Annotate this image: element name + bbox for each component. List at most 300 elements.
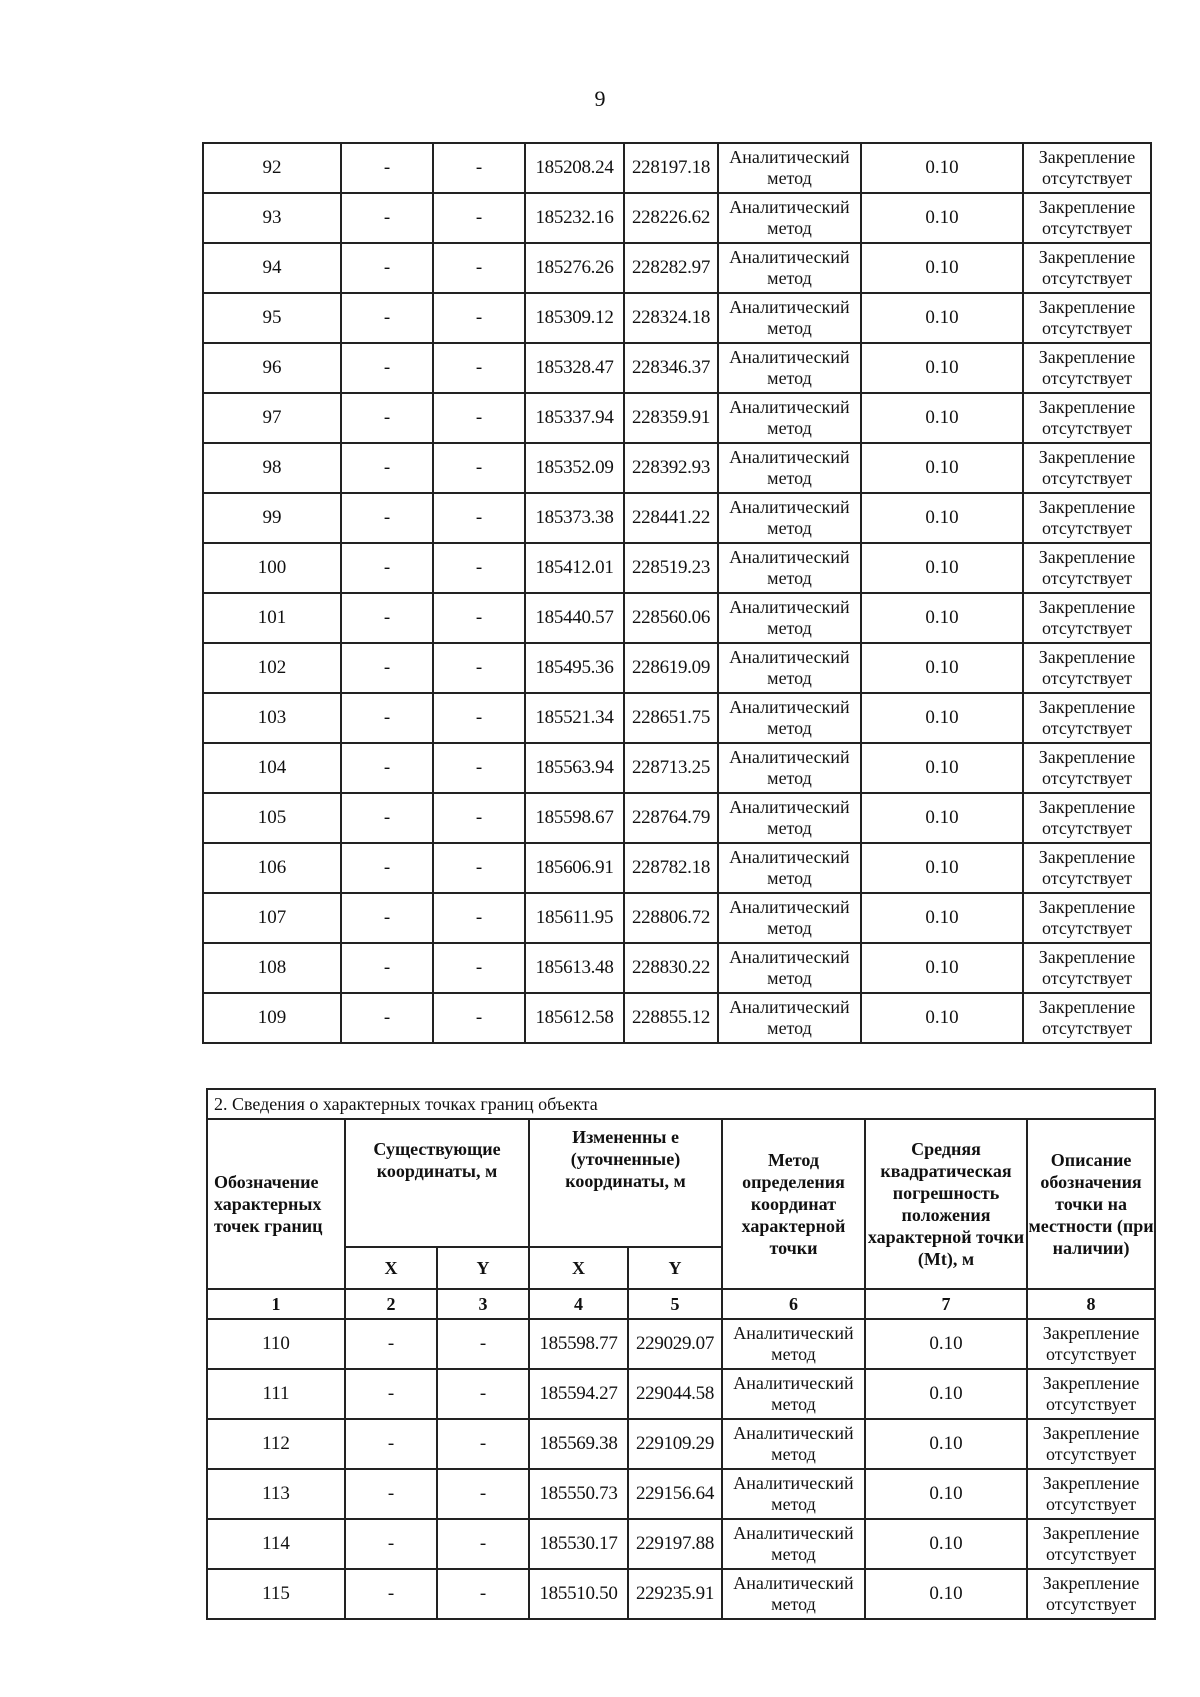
table-row bbox=[203, 793, 1151, 843]
method-cell bbox=[722, 1369, 865, 1419]
description-line: Закрепление bbox=[1038, 447, 1136, 467]
mean-error: 0.10 bbox=[861, 743, 1023, 793]
header-description: Описание обозначения точки на местности (при наличии) bbox=[1027, 1119, 1155, 1289]
method-line: метод bbox=[767, 468, 812, 488]
point-id: 94 bbox=[203, 243, 341, 293]
mean-error: 0.10 bbox=[861, 243, 1023, 293]
changed-x: 185352.09 bbox=[525, 443, 624, 493]
description-line: отсутствует bbox=[1046, 1394, 1137, 1414]
column-number: 6 bbox=[722, 1289, 865, 1319]
existing-y: - bbox=[433, 243, 525, 293]
method-line: метод bbox=[771, 1344, 816, 1364]
description-line: Закрепление bbox=[1038, 347, 1136, 367]
mean-error: 0.10 bbox=[861, 793, 1023, 843]
point-id: 115 bbox=[207, 1569, 345, 1619]
existing-y: - bbox=[437, 1519, 529, 1569]
method-cell bbox=[718, 943, 861, 993]
point-id: 110 bbox=[207, 1319, 345, 1369]
description-cell bbox=[1023, 243, 1151, 293]
description-line: Закрепление bbox=[1038, 497, 1136, 517]
point-id: 93 bbox=[203, 193, 341, 243]
changed-y: 228324.18 bbox=[624, 293, 718, 343]
table-row bbox=[203, 743, 1151, 793]
method-cell bbox=[718, 193, 861, 243]
method-cell bbox=[718, 893, 861, 943]
method-line: метод bbox=[767, 268, 812, 288]
description-line: отсутствует bbox=[1041, 718, 1133, 738]
existing-x: - bbox=[341, 193, 433, 243]
changed-y: 228855.12 bbox=[624, 993, 718, 1043]
changed-y: 229235.91 bbox=[628, 1569, 722, 1619]
existing-y: - bbox=[433, 543, 525, 593]
method-line: Аналитический bbox=[733, 1473, 854, 1493]
page-number: 9 bbox=[594, 86, 606, 111]
table-row bbox=[207, 1419, 1155, 1469]
method-line: Аналитический bbox=[729, 997, 850, 1017]
method-line: Аналитический bbox=[733, 1373, 854, 1393]
existing-y: - bbox=[433, 943, 525, 993]
description-line: отсутствует bbox=[1046, 1544, 1137, 1564]
point-id: 97 bbox=[203, 393, 341, 443]
existing-y: - bbox=[433, 843, 525, 893]
method-line: Аналитический bbox=[729, 847, 850, 867]
method-line: Аналитический bbox=[729, 247, 850, 267]
table-row bbox=[203, 543, 1151, 593]
existing-x: - bbox=[341, 893, 433, 943]
method-line: метод bbox=[767, 818, 812, 838]
table-row bbox=[207, 1369, 1155, 1419]
changed-x: 185611.95 bbox=[525, 893, 624, 943]
description-cell bbox=[1023, 293, 1151, 343]
point-id: 98 bbox=[203, 443, 341, 493]
description-line: отсутствует bbox=[1041, 868, 1133, 888]
method-cell bbox=[718, 743, 861, 793]
mean-error: 0.10 bbox=[861, 643, 1023, 693]
method-cell bbox=[718, 993, 861, 1043]
existing-x: - bbox=[345, 1569, 437, 1619]
description-line: Закрепление bbox=[1042, 1373, 1140, 1393]
changed-x: 185337.94 bbox=[525, 393, 624, 443]
changed-x: 185276.26 bbox=[525, 243, 624, 293]
changed-y: 228830.22 bbox=[624, 943, 718, 993]
existing-x: - bbox=[341, 393, 433, 443]
changed-x: 185612.58 bbox=[525, 993, 624, 1043]
method-line: метод bbox=[767, 868, 812, 888]
table-row bbox=[203, 993, 1151, 1043]
method-line: метод bbox=[767, 1018, 812, 1038]
changed-x: 185598.77 bbox=[529, 1319, 628, 1369]
description-cell bbox=[1023, 693, 1151, 743]
description-cell bbox=[1023, 543, 1151, 593]
existing-y: - bbox=[437, 1319, 529, 1369]
description-cell bbox=[1023, 593, 1151, 643]
existing-x: - bbox=[341, 343, 433, 393]
method-line: Аналитический bbox=[729, 697, 850, 717]
method-line: Аналитический bbox=[733, 1323, 854, 1343]
description-line: Закрепление bbox=[1038, 697, 1136, 717]
changed-x: 185550.73 bbox=[529, 1469, 628, 1519]
method-line: метод bbox=[767, 668, 812, 688]
method-cell bbox=[722, 1319, 865, 1369]
method-line: Аналитический bbox=[733, 1423, 854, 1443]
method-line: метод bbox=[771, 1494, 816, 1514]
description-line: отсутствует bbox=[1041, 368, 1133, 388]
changed-x: 185530.17 bbox=[529, 1519, 628, 1569]
description-cell bbox=[1027, 1319, 1155, 1369]
changed-x: 185440.57 bbox=[525, 593, 624, 643]
header-existing-y: Y bbox=[437, 1247, 529, 1289]
method-cell bbox=[718, 543, 861, 593]
changed-x: 185309.12 bbox=[525, 293, 624, 343]
method-cell bbox=[718, 443, 861, 493]
method-line: метод bbox=[767, 568, 812, 588]
changed-x: 185412.01 bbox=[525, 543, 624, 593]
description-line: Закрепление bbox=[1038, 397, 1136, 417]
existing-y: - bbox=[433, 793, 525, 843]
description-line: отсутствует bbox=[1041, 618, 1133, 638]
header-point-designation: Обозначение характерных точек границ bbox=[207, 1119, 345, 1289]
existing-y: - bbox=[433, 393, 525, 443]
changed-y: 228782.18 bbox=[624, 843, 718, 893]
description-line: отсутствует bbox=[1041, 418, 1133, 438]
point-id: 107 bbox=[203, 893, 341, 943]
description-line: Закрепление bbox=[1042, 1473, 1140, 1493]
changed-y: 228359.91 bbox=[624, 393, 718, 443]
method-cell bbox=[722, 1569, 865, 1619]
method-line: Аналитический bbox=[733, 1573, 854, 1593]
table-row bbox=[203, 943, 1151, 993]
changed-y: 228764.79 bbox=[624, 793, 718, 843]
point-id: 108 bbox=[203, 943, 341, 993]
description-line: отсутствует bbox=[1041, 518, 1133, 538]
changed-x: 185594.27 bbox=[529, 1369, 628, 1419]
changed-y: 228806.72 bbox=[624, 893, 718, 943]
changed-x: 185232.16 bbox=[525, 193, 624, 243]
method-line: Аналитический bbox=[729, 447, 850, 467]
description-line: отсутствует bbox=[1041, 268, 1133, 288]
column-number: 8 bbox=[1027, 1289, 1155, 1319]
method-line: метод bbox=[767, 168, 812, 188]
method-line: метод bbox=[771, 1394, 816, 1414]
description-line: отсутствует bbox=[1041, 468, 1133, 488]
mean-error: 0.10 bbox=[865, 1419, 1027, 1469]
method-line: Аналитический bbox=[729, 797, 850, 817]
method-line: метод bbox=[767, 718, 812, 738]
method-cell bbox=[718, 243, 861, 293]
method-line: метод bbox=[767, 968, 812, 988]
description-line: Закрепление bbox=[1038, 897, 1136, 917]
method-cell bbox=[718, 593, 861, 643]
description-line: отсутствует bbox=[1041, 968, 1133, 988]
changed-x: 185606.91 bbox=[525, 843, 624, 893]
description-cell bbox=[1023, 843, 1151, 893]
existing-x: - bbox=[341, 543, 433, 593]
existing-x: - bbox=[345, 1419, 437, 1469]
existing-x: - bbox=[341, 993, 433, 1043]
header-changed-coordinates: Измененны е (уточненные) координаты, м bbox=[529, 1119, 722, 1247]
method-cell bbox=[718, 343, 861, 393]
method-line: Аналитический bbox=[729, 947, 850, 967]
existing-x: - bbox=[345, 1369, 437, 1419]
changed-y: 228441.22 bbox=[624, 493, 718, 543]
changed-y: 228226.62 bbox=[624, 193, 718, 243]
existing-y: - bbox=[433, 643, 525, 693]
description-line: отсутствует bbox=[1041, 918, 1133, 938]
mean-error: 0.10 bbox=[865, 1519, 1027, 1569]
changed-y: 229197.88 bbox=[628, 1519, 722, 1569]
changed-y: 228713.25 bbox=[624, 743, 718, 793]
method-line: Аналитический bbox=[729, 397, 850, 417]
description-line: отсутствует bbox=[1041, 318, 1133, 338]
description-cell bbox=[1023, 943, 1151, 993]
description-line: Закрепление bbox=[1038, 797, 1136, 817]
existing-y: - bbox=[433, 293, 525, 343]
description-line: Закрепление bbox=[1038, 547, 1136, 567]
point-id: 101 bbox=[203, 593, 341, 643]
description-cell bbox=[1027, 1519, 1155, 1569]
changed-y: 229156.64 bbox=[628, 1469, 722, 1519]
existing-y: - bbox=[437, 1419, 529, 1469]
changed-y: 229044.58 bbox=[628, 1369, 722, 1419]
description-line: Закрепление bbox=[1038, 997, 1136, 1017]
existing-y: - bbox=[433, 593, 525, 643]
changed-y: 228197.18 bbox=[624, 143, 718, 193]
method-line: Аналитический bbox=[733, 1523, 854, 1543]
description-line: отсутствует bbox=[1041, 168, 1133, 188]
existing-y: - bbox=[437, 1469, 529, 1519]
mean-error: 0.10 bbox=[861, 143, 1023, 193]
table1-body bbox=[203, 143, 1151, 1043]
table-row bbox=[207, 1469, 1155, 1519]
description-cell bbox=[1027, 1569, 1155, 1619]
method-line: метод bbox=[767, 218, 812, 238]
method-line: Аналитический bbox=[729, 647, 850, 667]
description-cell bbox=[1023, 743, 1151, 793]
existing-x: - bbox=[341, 643, 433, 693]
method-line: Аналитический bbox=[729, 347, 850, 367]
mean-error: 0.10 bbox=[861, 393, 1023, 443]
description-cell bbox=[1023, 343, 1151, 393]
method-cell bbox=[718, 793, 861, 843]
existing-x: - bbox=[341, 443, 433, 493]
changed-y: 228392.93 bbox=[624, 443, 718, 493]
point-id: 112 bbox=[207, 1419, 345, 1469]
description-line: отсутствует bbox=[1041, 218, 1133, 238]
description-line: Закрепление bbox=[1038, 847, 1136, 867]
point-id: 96 bbox=[203, 343, 341, 393]
method-cell bbox=[722, 1419, 865, 1469]
method-line: метод bbox=[767, 368, 812, 388]
changed-x: 185328.47 bbox=[525, 343, 624, 393]
existing-y: - bbox=[433, 993, 525, 1043]
point-id: 102 bbox=[203, 643, 341, 693]
method-line: Аналитический bbox=[729, 597, 850, 617]
description-cell bbox=[1023, 443, 1151, 493]
existing-x: - bbox=[345, 1519, 437, 1569]
changed-x: 185373.38 bbox=[525, 493, 624, 543]
mean-error: 0.10 bbox=[861, 193, 1023, 243]
header-mean-error: Средняя квадратическая погрешность положения характерной точки (Mt), м bbox=[865, 1119, 1027, 1289]
description-line: отсутствует bbox=[1041, 818, 1133, 838]
existing-x: - bbox=[345, 1469, 437, 1519]
mean-error: 0.10 bbox=[865, 1319, 1027, 1369]
point-id: 95 bbox=[203, 293, 341, 343]
method-cell bbox=[718, 843, 861, 893]
table-row bbox=[203, 443, 1151, 493]
description-line: Закрепление bbox=[1038, 197, 1136, 217]
point-id: 92 bbox=[203, 143, 341, 193]
table-row bbox=[203, 243, 1151, 293]
table-row bbox=[203, 193, 1151, 243]
point-id: 111 bbox=[207, 1369, 345, 1419]
changed-x: 185569.38 bbox=[529, 1419, 628, 1469]
description-line: Закрепление bbox=[1038, 647, 1136, 667]
description-cell bbox=[1023, 993, 1151, 1043]
existing-y: - bbox=[437, 1569, 529, 1619]
existing-x: - bbox=[341, 143, 433, 193]
mean-error: 0.10 bbox=[861, 293, 1023, 343]
table-row bbox=[203, 293, 1151, 343]
point-id: 105 bbox=[203, 793, 341, 843]
column-number: 3 bbox=[437, 1289, 529, 1319]
method-line: метод bbox=[767, 918, 812, 938]
method-line: метод bbox=[767, 518, 812, 538]
existing-y: - bbox=[437, 1369, 529, 1419]
existing-y: - bbox=[433, 443, 525, 493]
method-line: метод bbox=[767, 768, 812, 788]
method-line: метод bbox=[771, 1544, 816, 1564]
changed-y: 228282.97 bbox=[624, 243, 718, 293]
header-changed-x: X bbox=[529, 1247, 628, 1289]
description-line: Закрепление bbox=[1042, 1423, 1140, 1443]
point-id: 100 bbox=[203, 543, 341, 593]
description-line: отсутствует bbox=[1046, 1494, 1137, 1514]
description-line: Закрепление bbox=[1042, 1323, 1140, 1343]
column-number: 1 bbox=[207, 1289, 345, 1319]
mean-error: 0.10 bbox=[861, 993, 1023, 1043]
changed-x: 185495.36 bbox=[525, 643, 624, 693]
point-id: 109 bbox=[203, 993, 341, 1043]
point-id: 99 bbox=[203, 493, 341, 543]
table-row bbox=[203, 693, 1151, 743]
description-line: Закрепление bbox=[1038, 297, 1136, 317]
point-id: 104 bbox=[203, 743, 341, 793]
mean-error: 0.10 bbox=[861, 443, 1023, 493]
description-cell bbox=[1023, 143, 1151, 193]
existing-y: - bbox=[433, 893, 525, 943]
existing-x: - bbox=[341, 243, 433, 293]
table-row bbox=[203, 893, 1151, 943]
existing-x: - bbox=[341, 793, 433, 843]
changed-x: 185510.50 bbox=[529, 1569, 628, 1619]
method-cell bbox=[718, 143, 861, 193]
method-cell bbox=[722, 1469, 865, 1519]
table-row bbox=[203, 843, 1151, 893]
point-id: 113 bbox=[207, 1469, 345, 1519]
changed-x: 185563.94 bbox=[525, 743, 624, 793]
method-cell bbox=[718, 493, 861, 543]
description-cell bbox=[1023, 893, 1151, 943]
point-id: 114 bbox=[207, 1519, 345, 1569]
existing-y: - bbox=[433, 693, 525, 743]
table-row bbox=[203, 393, 1151, 443]
mean-error: 0.10 bbox=[865, 1469, 1027, 1519]
changed-y: 228651.75 bbox=[624, 693, 718, 743]
changed-x: 185521.34 bbox=[525, 693, 624, 743]
method-line: Аналитический bbox=[729, 547, 850, 567]
existing-x: - bbox=[341, 593, 433, 643]
mean-error: 0.10 bbox=[861, 343, 1023, 393]
mean-error: 0.10 bbox=[861, 593, 1023, 643]
description-line: отсутствует bbox=[1041, 1018, 1133, 1038]
description-cell bbox=[1027, 1369, 1155, 1419]
existing-y: - bbox=[433, 493, 525, 543]
description-cell bbox=[1023, 793, 1151, 843]
description-cell bbox=[1027, 1469, 1155, 1519]
description-line: отсутствует bbox=[1046, 1344, 1137, 1364]
existing-y: - bbox=[433, 193, 525, 243]
method-cell bbox=[718, 643, 861, 693]
existing-x: - bbox=[341, 293, 433, 343]
table-row bbox=[207, 1319, 1155, 1369]
column-number: 7 bbox=[865, 1289, 1027, 1319]
description-cell bbox=[1023, 643, 1151, 693]
method-line: метод bbox=[767, 318, 812, 338]
changed-y: 229109.29 bbox=[628, 1419, 722, 1469]
method-line: Аналитический bbox=[729, 747, 850, 767]
existing-x: - bbox=[341, 693, 433, 743]
existing-x: - bbox=[341, 493, 433, 543]
table2-body bbox=[207, 1319, 1155, 1619]
description-line: Закрепление bbox=[1038, 947, 1136, 967]
header-method: Метод определения координат характерной точки bbox=[722, 1119, 865, 1289]
table-row bbox=[203, 493, 1151, 543]
header-changed-y: Y bbox=[628, 1247, 722, 1289]
changed-y: 228619.09 bbox=[624, 643, 718, 693]
existing-x: - bbox=[341, 743, 433, 793]
existing-x: - bbox=[341, 843, 433, 893]
mean-error: 0.10 bbox=[861, 843, 1023, 893]
mean-error: 0.10 bbox=[861, 943, 1023, 993]
method-line: Аналитический bbox=[729, 147, 850, 167]
description-line: отсутствует bbox=[1041, 768, 1133, 788]
mean-error: 0.10 bbox=[861, 543, 1023, 593]
boundary-points-table bbox=[206, 1088, 1156, 1620]
description-line: отсутствует bbox=[1041, 568, 1133, 588]
header-existing-x: X bbox=[345, 1247, 437, 1289]
table-row bbox=[203, 143, 1151, 193]
table-row bbox=[203, 593, 1151, 643]
description-cell bbox=[1023, 193, 1151, 243]
changed-y: 229029.07 bbox=[628, 1319, 722, 1369]
description-line: отсутствует bbox=[1046, 1444, 1137, 1464]
method-line: Аналитический bbox=[729, 897, 850, 917]
existing-y: - bbox=[433, 143, 525, 193]
description-line: Закрепление bbox=[1038, 247, 1136, 267]
existing-x: - bbox=[345, 1319, 437, 1369]
column-number: 4 bbox=[529, 1289, 628, 1319]
method-cell bbox=[718, 293, 861, 343]
table-row bbox=[207, 1569, 1155, 1619]
changed-x: 185598.67 bbox=[525, 793, 624, 843]
description-line: отсутствует bbox=[1041, 668, 1133, 688]
method-cell bbox=[722, 1519, 865, 1569]
method-line: Аналитический bbox=[729, 197, 850, 217]
description-cell bbox=[1023, 493, 1151, 543]
mean-error: 0.10 bbox=[865, 1369, 1027, 1419]
mean-error: 0.10 bbox=[861, 493, 1023, 543]
changed-x: 185613.48 bbox=[525, 943, 624, 993]
